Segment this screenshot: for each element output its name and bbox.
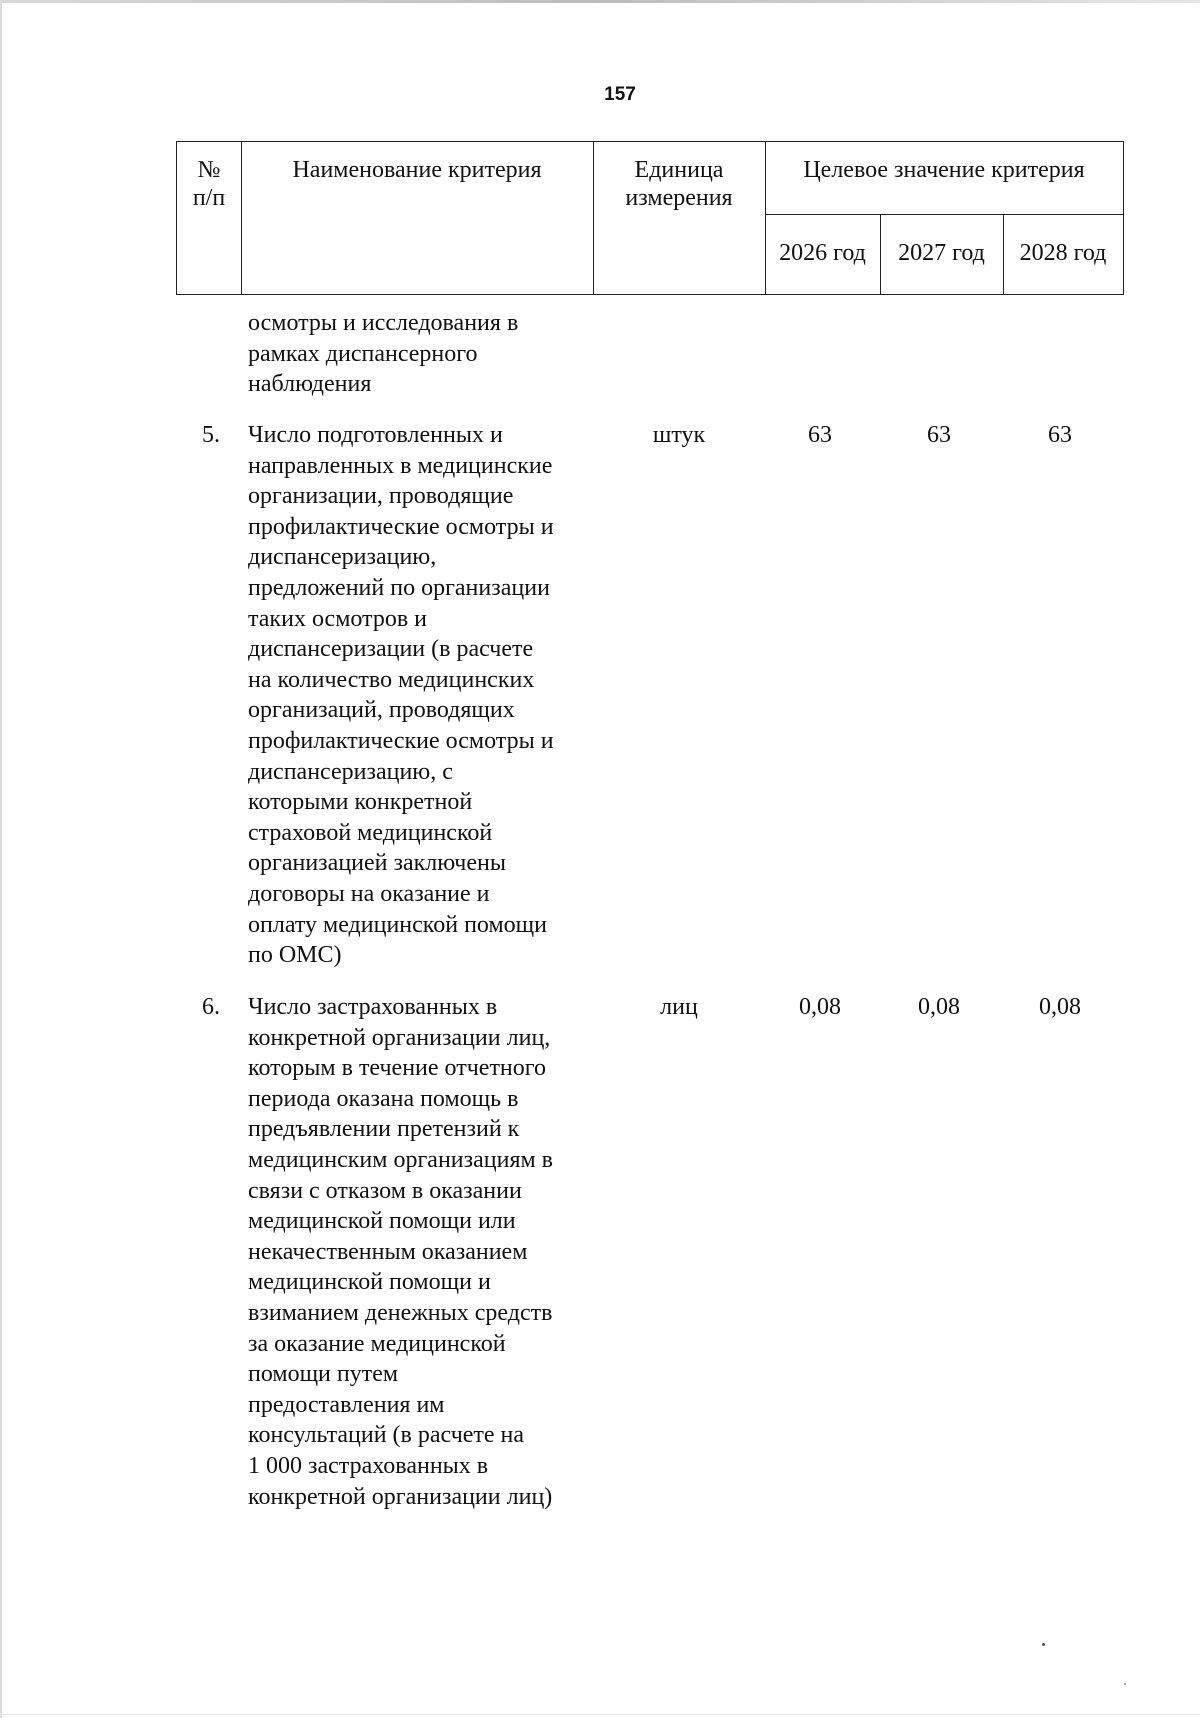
scan-edge-bottom: [0, 1714, 1200, 1715]
header-divider: [765, 214, 1123, 215]
header-name: Наименование критерия: [292, 157, 542, 183]
table-header: [176, 141, 1124, 295]
value-2028: 63: [1048, 422, 1072, 448]
header-unit: Единица измерения: [625, 157, 733, 211]
criterion-text: Число подготовленных и направленных в медицинские организации, проводящие профилактические осмотры и диспансеризацию, предложений по организации таких осмотров и диспансеризации (в расчете на количество медицинских организаций, проводящих профилактические осмотры и диспансеризацию, с которыми конкретной страховой медицинской организацией заключены договоры на оказание и оплату медицинской помощи по ОМС): [248, 422, 554, 969]
header-number: № п/п: [192, 157, 226, 211]
unit-value: лиц: [660, 994, 698, 1020]
header-year-2027: 2027 год: [898, 240, 985, 266]
value-2026: 63: [808, 422, 832, 448]
continuation-text: осмотры и исследования в рамках диспансерного наблюдения: [248, 310, 519, 398]
criterion-text: Число застрахованных в конкретной организации лиц, которым в течение отчетного периода оказана помощь в предъявлении претензий к медицинским организациям в связи с отказом в оказании медицинской помощи или некачественным оказанием медицинской помощи и взиманием денежных средств за оказание медицинской помощи путем предоставления им консультаций (в расчете на 1 000 застрахованных в конкретной организации лиц): [248, 994, 554, 1510]
row-number: 5.: [202, 422, 220, 448]
scan-edge-top: [0, 0, 1200, 3]
header-year-2028: 2028 год: [1019, 240, 1107, 266]
scan-speck: [1124, 1683, 1126, 1685]
header-year-2026: 2026 год: [779, 240, 866, 266]
value-2027: 0,08: [918, 994, 960, 1020]
row-number: 6.: [202, 994, 220, 1020]
scan-speck: [1042, 1643, 1045, 1646]
page-number: 157: [604, 84, 636, 105]
unit-value: штук: [652, 422, 706, 448]
value-2027: 63: [927, 422, 951, 448]
header-target: Целевое значение критерия: [803, 157, 1085, 183]
scan-edge-left: [0, 0, 2, 1718]
value-2026: 0,08: [799, 994, 841, 1020]
value-2028: 0,08: [1039, 994, 1081, 1020]
